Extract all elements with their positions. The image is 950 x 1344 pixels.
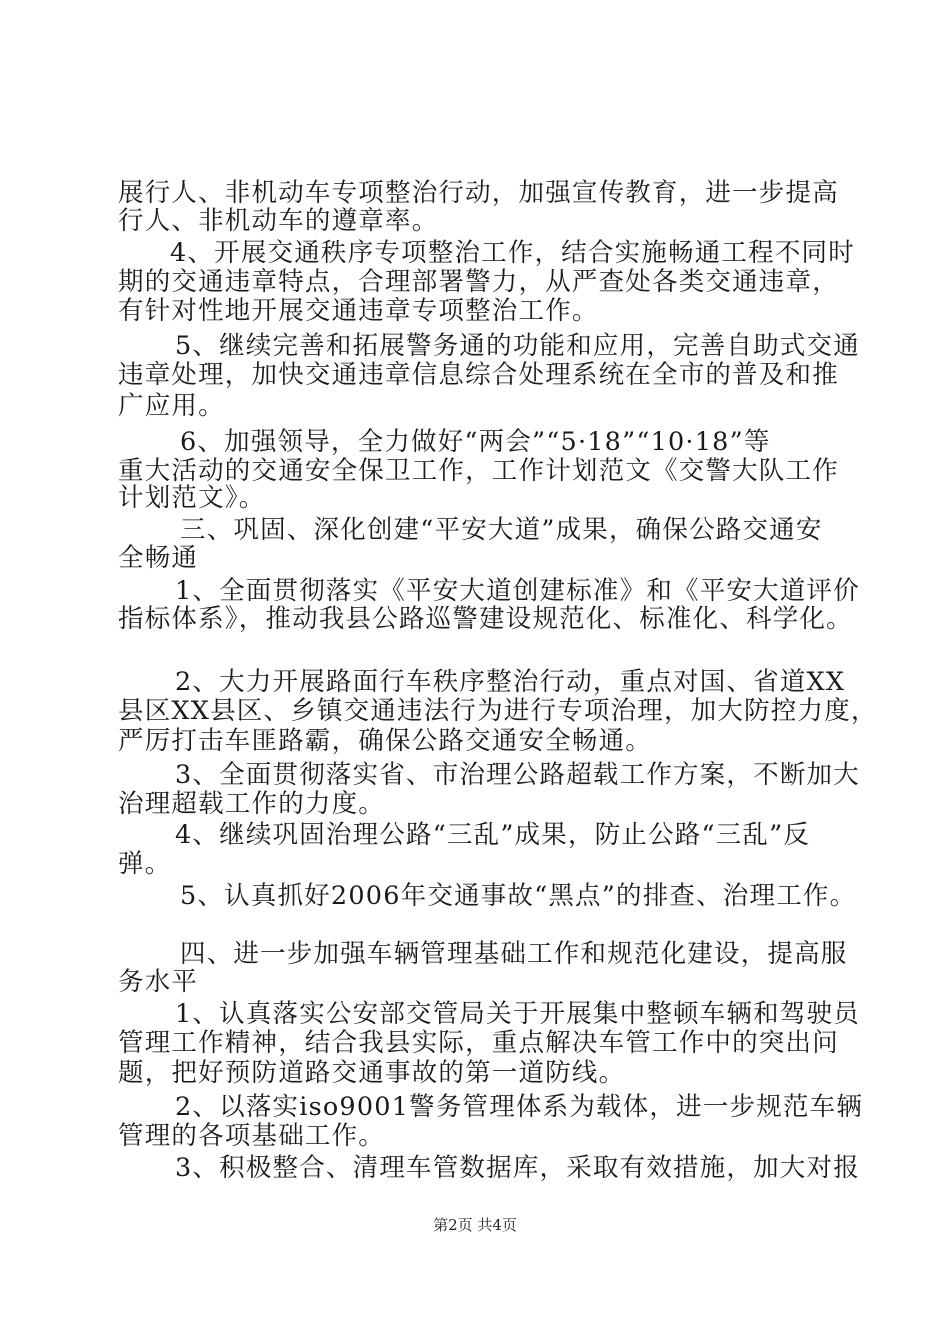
body-line: 治理超载工作的力度。 [118,789,386,819]
body-line: 有针对性地开展交通违章专项整治工作。 [118,296,599,326]
body-line: 2、大力开展路面行车秩序整治行动，重点对国、省道XX [175,667,846,697]
section-heading: 四、进一步加强车辆管理基础工作和规范化建设，提高服 [180,939,848,969]
section-heading: 务水平 [118,967,199,997]
section-heading: 全畅通 [118,543,199,573]
body-line: 管理工作精神，结合我县实际，重点解决车管工作中的突出问 [118,1028,839,1058]
body-line: 期的交通违章特点，合理部署警力，从严查处各类交通违章， [118,267,839,297]
body-line: 县区XX县区、乡镇交通违法行为进行专项治理，加大防控力度， [118,696,878,726]
body-line: 3、全面贯彻落实省、市治理公路超载工作方案，不断加大 [175,760,860,790]
body-line: 重大活动的交通安全保卫工作，工作计划范文《交警大队工作 [118,456,839,486]
body-line: 展行人、非机动车专项整治行动，加强宣传教育，进一步提高 [118,178,839,208]
body-line: 4、继续巩固治理公路“三乱”成果，防止公路“三乱”反 [175,820,811,850]
body-line: 违章处理，加快交通违章信息综合处理系统在全市的普及和推 [118,360,839,390]
body-line: 严厉打击车匪路霸，确保公路交通安全畅通。 [118,726,653,756]
section-heading: 三、巩固、深化创建“平安大道”成果，确保公路交通安 [180,515,823,545]
body-line: 6、加强领导，全力做好“两会”“5·18”“10·18”等 [180,427,771,457]
body-line: 5、继续完善和拓展警务通的功能和应用，完善自助式交通 [175,331,860,361]
body-line: 3、积极整合、清理车管数据库，采取有效措施，加大对报 [175,1153,860,1183]
body-line: 1、认真落实公安部交管局关于开展集中整顿车辆和驾驶员 [175,999,860,1029]
body-line: 计划范文》。 [118,483,266,513]
body-line: 5、认真抓好2006年交通事故“黑点”的排查、治理工作。 [180,881,857,911]
body-line: 指标体系》，推动我县公路巡警建设规范化、标准化、科学化。 [118,604,853,634]
body-line: 行人、非机动车的遵章率。 [118,206,439,236]
body-line: 2、以落实iso9001警务管理体系为载体，进一步规范车辆 [175,1092,864,1122]
body-line: 1、全面贯彻落实《平安大道创建标准》和《平安大道评价 [175,576,860,606]
body-line: 广应用。 [118,391,225,421]
body-line: 弹。 [118,849,172,879]
body-line: 管理的各项基础工作。 [118,1121,386,1151]
page-footer: 第2页 共4页 [433,1216,517,1234]
body-line: 4、开展交通秩序专项整治工作，结合实施畅通工程不同时 [170,238,855,268]
body-line: 题，把好预防道路交通事故的第一道防线。 [118,1058,626,1088]
